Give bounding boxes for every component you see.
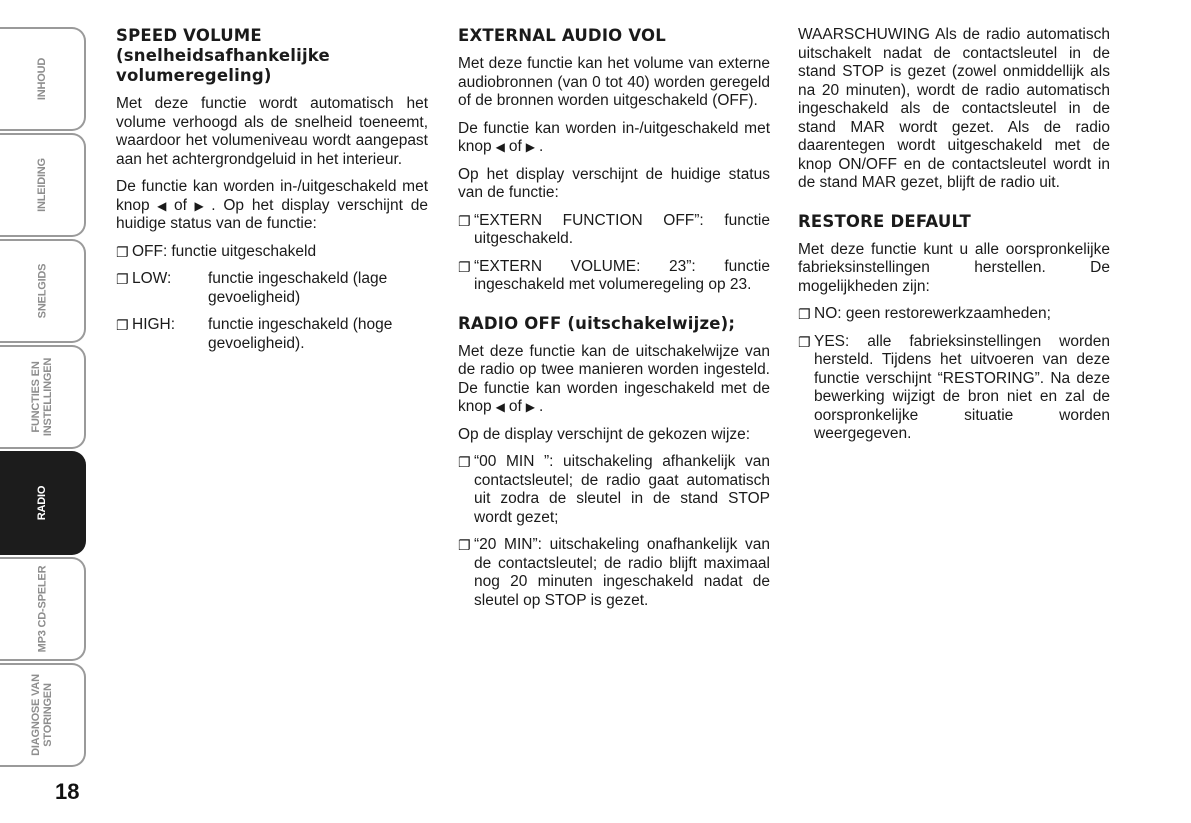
right-arrow-icon: ▶ — [525, 140, 536, 154]
tab-label-inleiding: INLEIDING — [36, 158, 48, 212]
external-audio-status-text: Op het display verschijnt de huidige status van de functie: — [458, 165, 770, 201]
right-arrow-icon: ▶ — [525, 400, 536, 414]
list-item — [458, 453, 770, 527]
list-item — [798, 333, 1110, 444]
option-low — [116, 270, 428, 307]
tab-inleiding[interactable] — [0, 133, 86, 237]
checkbox-icon: ❐ — [798, 306, 811, 322]
radio-off-display-text: Op de display verschijnt de gekozen wijze: — [458, 425, 751, 443]
speed-volume-toggle-text: De functie kan worden in-/uitgeschakeld met knop ◀ of ▶ . Op het display verschijnt de huidige status van de functie: — [116, 178, 428, 232]
tab-mp3-cd-speler[interactable] — [0, 557, 86, 661]
radio-off-heading: RADIO OFF (uitschakelwijze); — [458, 313, 736, 333]
list-item-text: “EXTERN FUNCTION OFF”: functie uitgeschakeld. — [474, 211, 770, 247]
list-item-text: NO: geen restorewerkzaamheden; — [814, 305, 1051, 322]
external-audio-toggle-text: De functie kan worden in-/uitgeschakeld met knop ◀ of ▶ . — [458, 119, 770, 155]
list-item — [458, 536, 770, 610]
left-arrow-icon: ◀ — [495, 400, 505, 414]
column-1 — [116, 26, 428, 362]
option-text: functie ingeschakeld (lage gevoeligheid) — [208, 270, 388, 306]
list-item — [458, 212, 770, 249]
tab-label-snelgids: SNELGIDS — [35, 263, 48, 319]
tab-label-diagnose: DIAGNOSE VAN STORINGEN — [30, 674, 54, 756]
option-text: functie ingeschakeld (hoge gevoeligheid). — [208, 316, 393, 352]
checkbox-icon: ❐ — [458, 212, 471, 229]
external-audio-description: Met deze functie kan het volume van externe audiobronnen (van 0 tot 40) worden geregeld of de bronnen worden uitgeschakeld (OFF). — [458, 55, 770, 109]
speed-volume-description: Met deze functie wordt automatisch het volume verhoogd als de snelheid toeneemt, waardoor het volumeniveau wordt aangepast aan het achtergrondgeluid in het interieur. — [116, 95, 428, 168]
restore-default-description: Met deze functie kunt u alle oorspronkelijke fabrieksinstellingen herstellen. De mogelijkheden zijn: — [798, 240, 1110, 295]
tab-label-radio: RADIO — [35, 485, 48, 521]
tab-label-mp3: MP3 CD-SPELER — [36, 565, 49, 653]
option-label: OFF: — [132, 242, 168, 260]
tab-snelgids[interactable] — [0, 239, 86, 343]
list-item-text: YES: alle fabrieksinstellingen worden hersteld. Tijdens het uitvoeren van deze functie verschijnt “RESTORING”. Na deze bewerking wijzigt de bron niet en zal de oorspronkelijke situatie worden weergegeven. — [814, 332, 1110, 442]
speed-volume-heading: SPEED VOLUME (snelheidsafhankelijke volumeregeling) — [116, 26, 330, 85]
checkbox-icon: ❐ — [458, 258, 471, 275]
tab-label-functies: FUNCTIES EN INSTELLINGEN — [30, 357, 54, 437]
option-high — [116, 316, 428, 353]
option-text: functie uitgeschakeld — [171, 242, 317, 260]
option-off — [116, 243, 428, 262]
option-label: HIGH: — [132, 316, 176, 333]
checkbox-icon: ❐ — [458, 537, 471, 553]
left-arrow-icon: ◀ — [153, 198, 170, 213]
column-3 — [798, 26, 1110, 453]
tab-diagnose-van-storingen[interactable] — [0, 663, 86, 767]
list-item — [798, 305, 1110, 324]
radio-off-description: Met deze functie kan de uitschakelwijze van de radio op twee manieren worden ingesteld. De functie kan worden ingeschakeld met de knop ◀ of ▶ . — [458, 342, 770, 415]
warning-text: WAARSCHUWING Als de radio automatisch uitschakelt nadat de contactsleutel in de stand STOP is gezet (zowel onmiddellijk als na 20 minuten), wordt de radio automatisch ingeschakeld als de contactsleutel in de stand MAR wordt gezet. Als de radio daarentegen wordt uitgeschakeld met de knop ON/OFF en de contactsleutel wordt in de stand MAR gezet, blijft de radio uit. — [798, 26, 1110, 191]
checkbox-icon: ❐ — [798, 333, 811, 350]
tab-radio[interactable] — [0, 451, 86, 555]
checkbox-icon: ❐ — [116, 243, 129, 260]
list-item-text: “20 MIN”: uitschakeling onafhankelijk van de contactsleutel; de radio blijft maximaal nog 20 minuten ingeschakeld nadat de sleutel op STOP is gezet. — [474, 536, 770, 609]
right-arrow-icon: ▶ — [190, 198, 208, 213]
list-item-text: “EXTERN VOLUME: 23”: functie ingeschakeld met volumeregeling op 23. — [474, 257, 770, 293]
tab-inhoud[interactable] — [0, 27, 86, 131]
list-item — [458, 258, 770, 295]
restore-default-heading: RESTORE DEFAULT — [798, 211, 971, 231]
tab-functies-en-instellingen[interactable] — [0, 345, 86, 449]
column-2 — [458, 26, 770, 619]
checkbox-icon: ❐ — [116, 271, 129, 287]
tab-label-inhoud: INHOUD — [35, 57, 48, 101]
list-item-text: “00 MIN ”: uitschakeling afhankelijk van contactsleutel; de radio gaat automatisch uit zodra de sleutel in de stand STOP wordt gezet; — [474, 453, 770, 526]
option-label: LOW: — [132, 270, 172, 287]
external-audio-vol-heading: EXTERNAL AUDIO VOL — [458, 26, 666, 45]
checkbox-icon: ❐ — [458, 454, 471, 470]
page-number: 18 — [55, 779, 80, 804]
checkbox-icon: ❐ — [116, 317, 129, 333]
left-arrow-icon: ◀ — [495, 140, 505, 154]
